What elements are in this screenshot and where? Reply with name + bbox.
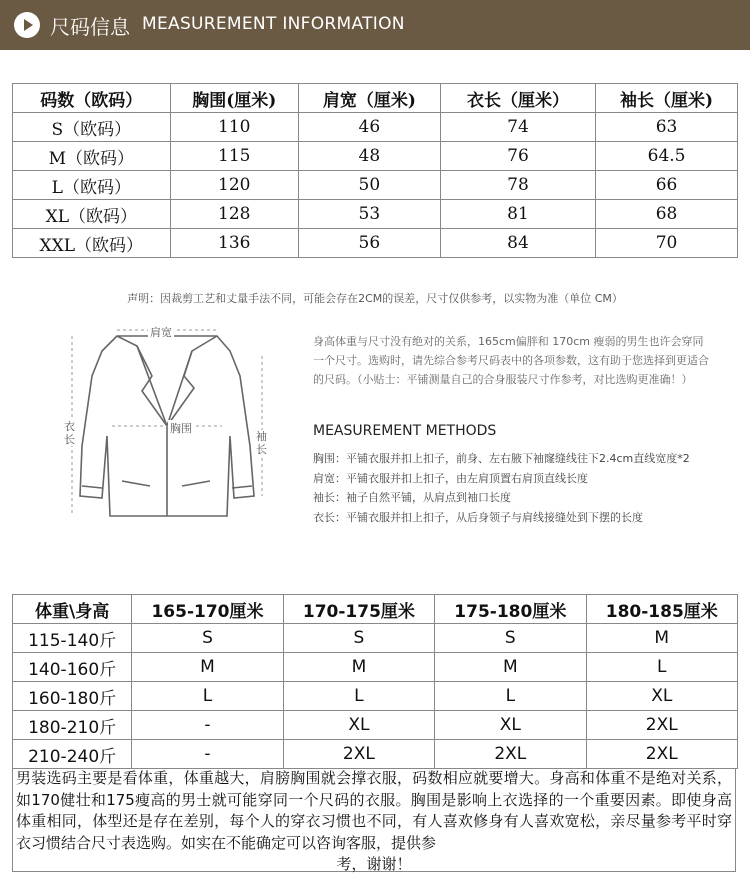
table-row xyxy=(13,142,738,171)
table-cell: 140-160斤 xyxy=(13,653,132,682)
size-table xyxy=(12,83,738,258)
table-row xyxy=(13,229,738,258)
table-cell: M xyxy=(132,653,283,682)
weight-height-table xyxy=(12,594,738,769)
table-cell: 84 xyxy=(440,229,595,258)
table-cell: XL xyxy=(283,711,434,740)
methods-title: MEASUREMENT METHODS xyxy=(313,423,497,439)
table-cell: 81 xyxy=(440,200,595,229)
table-row xyxy=(13,740,738,769)
table-cell: 78 xyxy=(440,171,595,200)
column-header: 180-185厘米 xyxy=(586,595,737,624)
table-cell: XL（欧码） xyxy=(13,200,171,229)
method-item: 袖长：袖子自然平铺，从肩点到袖口长度 xyxy=(313,491,511,504)
table-cell: 56 xyxy=(298,229,440,258)
fit-description: 身高体重与尺寸没有绝对的关系，165cm偏胖和 170cm 瘦弱的男生也许会穿同一个尺寸。选购时，请先综合参考尺码表中的各项参数，这有助于您选择到更适合的尺码。（小贴士：平铺测量自己的合身服装尺寸作参考，对比选购更准确！） xyxy=(313,335,709,386)
play-arrow-icon xyxy=(14,12,40,38)
table-cell: 63 xyxy=(596,113,738,142)
table-row xyxy=(13,711,738,740)
table-cell: L xyxy=(132,682,283,711)
table-cell: 50 xyxy=(298,171,440,200)
table-cell: XL xyxy=(435,711,586,740)
table-cell: 2XL xyxy=(283,740,434,769)
table-cell: M（欧码） xyxy=(13,142,171,171)
method-item: 肩宽：平铺衣服并扣上扣子，由左肩顶置右肩顶直线长度 xyxy=(313,471,588,485)
column-header: 衣长（厘米） xyxy=(440,84,595,113)
table-header-row xyxy=(13,595,738,624)
table-cell: 66 xyxy=(596,171,738,200)
table-row xyxy=(13,624,738,653)
table-cell: 46 xyxy=(298,113,440,142)
table-cell: M xyxy=(586,624,737,653)
table-cell: L（欧码） xyxy=(13,171,171,200)
table-cell: M xyxy=(435,653,586,682)
table-cell: 53 xyxy=(298,200,440,229)
table-header-row xyxy=(13,84,738,113)
column-header: 175-180厘米 xyxy=(435,595,586,624)
column-header: 胸围(厘米) xyxy=(170,84,298,113)
table-cell: 110 xyxy=(170,113,298,142)
table-cell: L xyxy=(586,653,737,682)
table-cell: 115-140斤 xyxy=(13,624,132,653)
header-title-cn: 尺码信息 xyxy=(50,15,130,39)
label-sleeve: 袖长 xyxy=(256,430,267,456)
table-cell: 76 xyxy=(440,142,595,171)
disclaimer-note: 声明：因裁剪工艺和丈量手法不同，可能会存在2CM的误差，尺寸仅供参考，以实物为准（单位 CM） xyxy=(127,292,623,305)
method-item: 衣长：平铺衣服并扣上扣子，从后身领子与肩线接缝处到下摆的长度 xyxy=(313,510,643,524)
header-title-en: MEASUREMENT INFORMATION xyxy=(142,14,405,34)
table-cell: 74 xyxy=(440,113,595,142)
table-cell: S xyxy=(132,624,283,653)
table-cell: 2XL xyxy=(435,740,586,769)
table-cell: S xyxy=(283,624,434,653)
table-cell: 48 xyxy=(298,142,440,171)
column-header: 170-175厘米 xyxy=(283,595,434,624)
label-length: 衣长 xyxy=(64,420,75,446)
guidance-paragraph xyxy=(12,768,736,872)
guidance-text: 男装选码主要是看体重，体重越大，肩膀胸围就会撑衣服，码数相应就要增大。身高和体重不是绝对关系，如170健壮和175瘦高的男士就可能穿同一个尺码的衣服。胸围是影响上衣选择的一个重要因素。即使身高体重相同，体型还是存在差别，每个人的穿衣习惯也不同，有人喜欢修身有人喜欢宽松，亲尽量参考平时穿衣习惯结合尺寸表选购。如实在不能确定可以咨询客服，提供参 xyxy=(16,769,732,852)
jacket-diagram xyxy=(62,316,272,526)
table-row xyxy=(13,653,738,682)
table-cell: 210-240斤 xyxy=(13,740,132,769)
column-header: 肩宽（厘米) xyxy=(298,84,440,113)
section-header xyxy=(0,0,750,50)
table-cell: 64.5 xyxy=(596,142,738,171)
methods-list xyxy=(313,449,690,527)
guidance-text-end: 考，谢谢！ xyxy=(336,855,412,873)
table-cell: S（欧码） xyxy=(13,113,171,142)
column-header: 165-170厘米 xyxy=(132,595,283,624)
method-item: 胸围：平铺衣服并扣上扣子，前身、左右腋下袖窿缝线往下2.4cm直线宽度*2 xyxy=(313,452,690,465)
column-header: 袖长（厘米) xyxy=(596,84,738,113)
table-cell: 2XL xyxy=(586,740,737,769)
table-cell: 160-180斤 xyxy=(13,682,132,711)
table-cell: S xyxy=(435,624,586,653)
table-cell: 180-210斤 xyxy=(13,711,132,740)
label-shoulder: 肩宽 xyxy=(150,326,172,339)
table-cell: 136 xyxy=(170,229,298,258)
table-cell: XXL（欧码） xyxy=(13,229,171,258)
table-cell: 120 xyxy=(170,171,298,200)
table-cell: - xyxy=(132,740,283,769)
column-header: 码数（欧码） xyxy=(13,84,171,113)
table-cell: L xyxy=(435,682,586,711)
table-row xyxy=(13,682,738,711)
table-cell: 2XL xyxy=(586,711,737,740)
table-cell: 128 xyxy=(170,200,298,229)
table-row xyxy=(13,171,738,200)
table-cell: XL xyxy=(586,682,737,711)
table-cell: 68 xyxy=(596,200,738,229)
column-header: 体重\身高 xyxy=(13,595,132,624)
table-cell: M xyxy=(283,653,434,682)
table-cell: - xyxy=(132,711,283,740)
table-cell: 115 xyxy=(170,142,298,171)
table-row xyxy=(13,200,738,229)
table-cell: 70 xyxy=(596,229,738,258)
label-chest: 胸围 xyxy=(170,422,192,435)
table-cell: L xyxy=(283,682,434,711)
table-row xyxy=(13,113,738,142)
